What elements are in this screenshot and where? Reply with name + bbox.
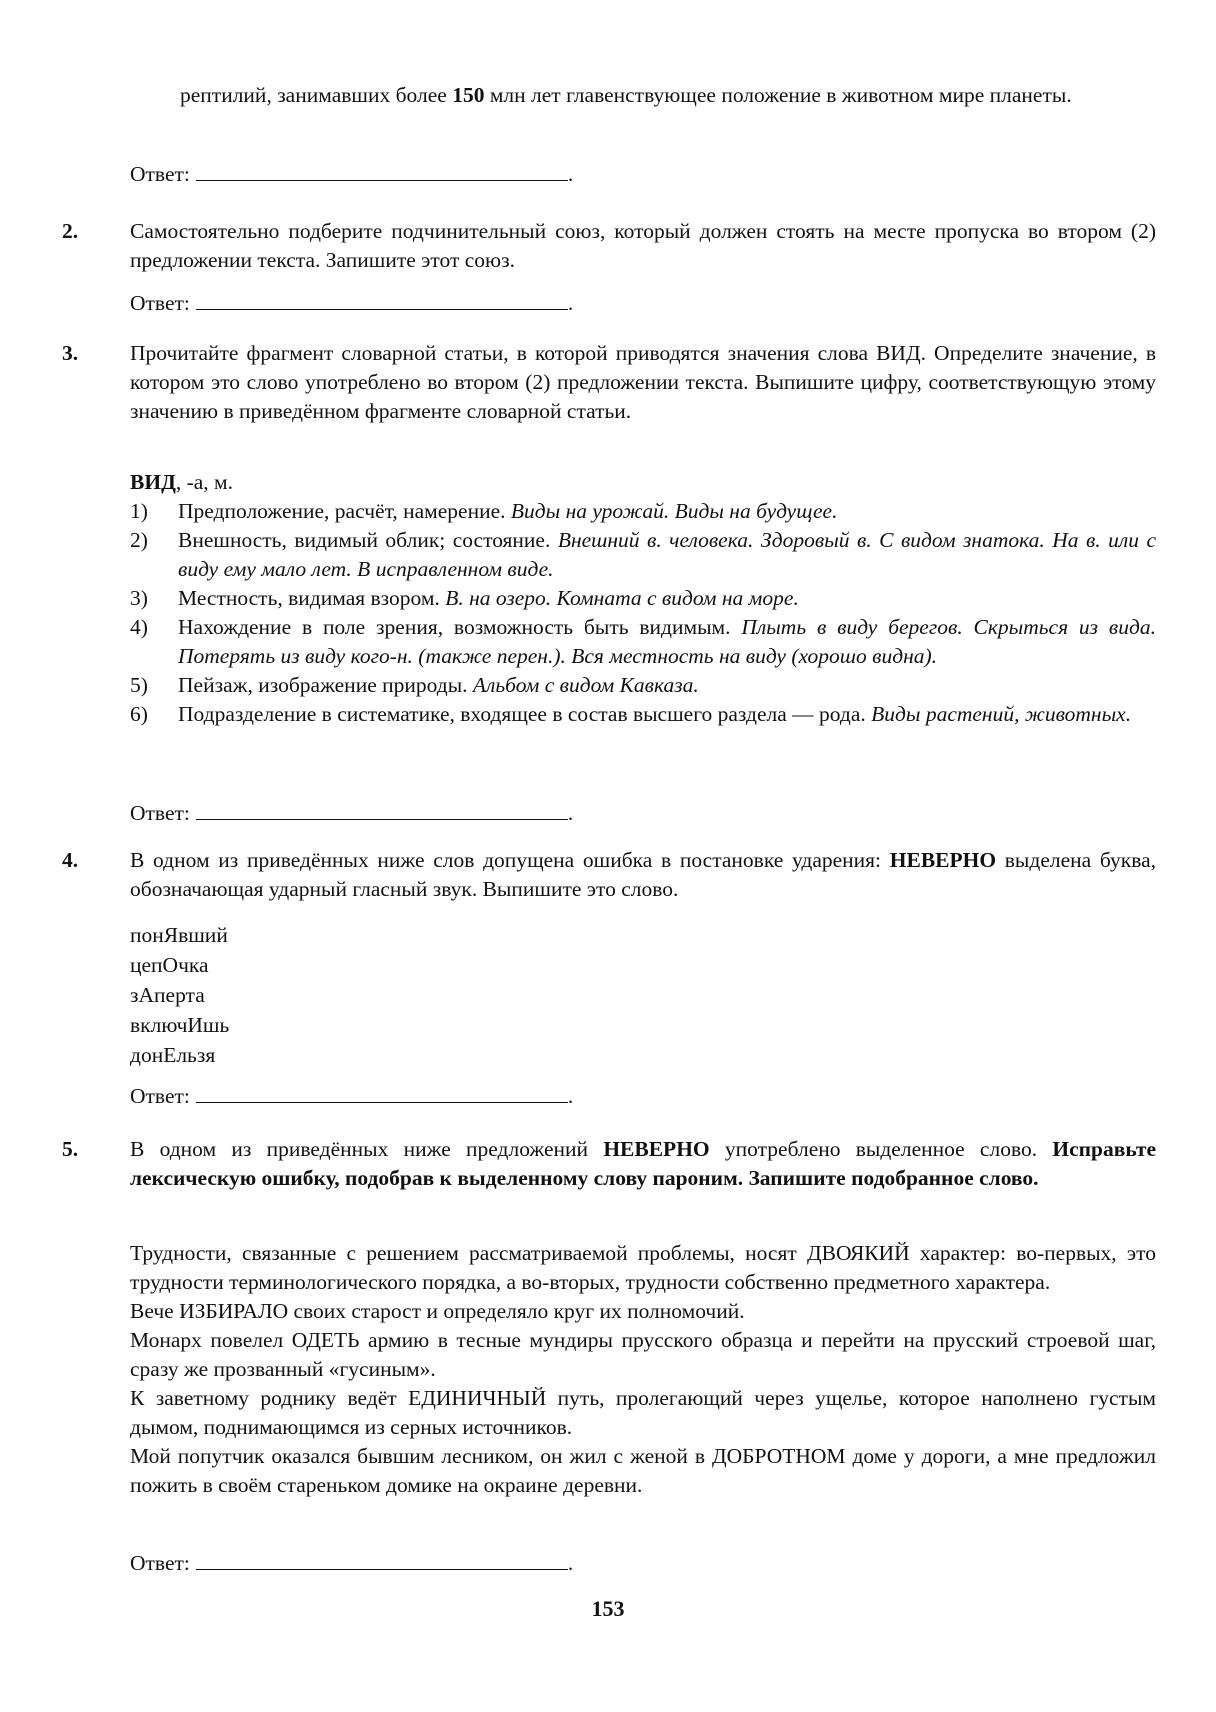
sentence-item: Вече ИЗБИРАЛО своих старост и определяло круг их полномочий. [130, 1299, 745, 1323]
continuation-text-end: млн лет главенствующее положение в животном мире планеты. [484, 83, 1072, 107]
answer-end: . [567, 1551, 574, 1575]
dictionary-headword: ВИД, -а, м. [130, 470, 234, 494]
meaning-2: 2) Внешность, видимый облик; состояние. Внешний в. человека. Здоровый в. С видом знатока. На в. или с виду ему мало лет. В исправленном виде. [130, 528, 1156, 581]
page-number: 153 [591, 1596, 625, 1621]
sentence-item: Монарх повелел ОДЕТЬ армию в тесные мундиры прусского образца и перейти на прусский строевой шаг, сразу же прозванный «гусиным». [130, 1328, 1156, 1381]
answer-field-5[interactable] [196, 1549, 568, 1570]
meaning-4: 4) Нахождение в поле зрения, возможность быть видимым. Плыть в виду берегов. Скрыться из вида. Потерять из виду кого-н. (также перен.). Вся местность на виду (хорошо видна). [130, 615, 1156, 668]
answer-end: . [567, 291, 574, 315]
continuation-text: рептилий, занимавших более [180, 83, 453, 107]
word-item: понЯвший [130, 923, 228, 947]
word-item: включИшь [130, 1013, 230, 1037]
answer-field-4[interactable] [196, 1082, 568, 1103]
task-number-3: 3. [62, 341, 79, 365]
answer-label: Ответ: [130, 1551, 190, 1575]
answer-end: . [567, 162, 574, 186]
answer-row-1 [130, 160, 573, 189]
task4-text-block: В одном из приведённых ниже слов допущена ошибка в постановке ударения: НЕВЕРНО выделена буква, обозначающая ударный гласный звук. Выпишите это слово. [130, 848, 1156, 901]
answer-row-2 [130, 289, 573, 318]
task2-text-block [130, 217, 1156, 275]
answer-label: Ответ: [130, 162, 190, 186]
answer-label: Ответ: [130, 1084, 190, 1108]
answer-row-4 [130, 1082, 573, 1111]
task-number-2: 2. [62, 219, 79, 243]
answer-row-5 [130, 1549, 573, 1578]
task5-text-block: В одном из приведённых ниже предложений НЕВЕРНО употреблено выделенное слово. Исправьте лексическую ошибку, подобрав к выделенному слову пароним. Запишите подобранное слово. [130, 1137, 1156, 1190]
sentence-item: Трудности, связанные с решением рассматриваемой проблемы, носят ДВОЯКИЙ характер: во-первых, это трудности терминологического порядка, а во-вторых, трудности собственно предметного характера. [130, 1241, 1156, 1294]
task-number-4: 4. [62, 848, 79, 872]
meaning-3: 3) Местность, видимая взором. В. на озеро. Комната с видом на море. [130, 586, 799, 610]
task-number-5: 5. [62, 1137, 79, 1161]
answer-label: Ответ: [130, 291, 190, 315]
sentence-list [130, 1239, 1156, 1500]
task4-emphasis: НЕВЕРНО [889, 848, 997, 872]
sentence-item: Мой попутчик оказался бывшим лесником, он жил с женой в ДОБРОТНОМ доме у дороги, а мне предложил пожить в своём стареньком домике на окраине деревни. [130, 1444, 1156, 1497]
sentence-item: К заветному роднику ведёт ЕДИНИЧНЫЙ путь, пролегающий через ущелье, которое наполнено густым дымом, поднимающимся из серных источников. [130, 1386, 1156, 1439]
answer-field-1[interactable] [196, 160, 568, 181]
word-list [130, 920, 229, 1070]
meaning-1: 1) Предположение, расчёт, намерение. Виды на урожай. Виды на будущее. [130, 499, 838, 523]
dictionary-entry [130, 468, 1156, 729]
word-item: цепОчка [130, 953, 209, 977]
meaning-5: 5) Пейзаж, изображение природы. Альбом с видом Кавказа. [130, 673, 699, 697]
answer-field-3[interactable] [196, 799, 568, 820]
word-item: донЕльзя [130, 1043, 216, 1067]
answer-end: . [567, 801, 574, 825]
task5-emphasis: НЕВЕРНО [603, 1137, 710, 1161]
task2-text: Самостоятельно подберите подчинительный союз, который должен стоять на месте пропуска во втором (2) предложении текста. Запишите этот союз. [130, 219, 1156, 272]
task1-continuation [180, 81, 1156, 110]
task3-text: Прочитайте фрагмент словарной статьи, в которой приводятся значения слова ВИД. Определите значение, в котором это слово употреблено во втором (2) предложении текста. Выпишите цифру, соответствующую этому значению в приведённом фрагменте словарной статьи. [130, 341, 1156, 423]
answer-row-3 [130, 799, 573, 828]
answer-label: Ответ: [130, 801, 190, 825]
answer-end: . [567, 1084, 574, 1108]
task3-text-block [130, 339, 1156, 426]
answer-field-2[interactable] [196, 289, 568, 310]
continuation-number: 150 [452, 83, 485, 107]
word-item: зАперта [130, 983, 205, 1007]
meaning-6: 6) Подразделение в систематике, входящее в состав высшего раздела — рода. Виды растений, животных. [130, 702, 1132, 726]
task5-instruction: Исправьте лексическую ошибку, подобрав к выделенному слову пароним. Запишите подобранное слово. [130, 1137, 1156, 1190]
